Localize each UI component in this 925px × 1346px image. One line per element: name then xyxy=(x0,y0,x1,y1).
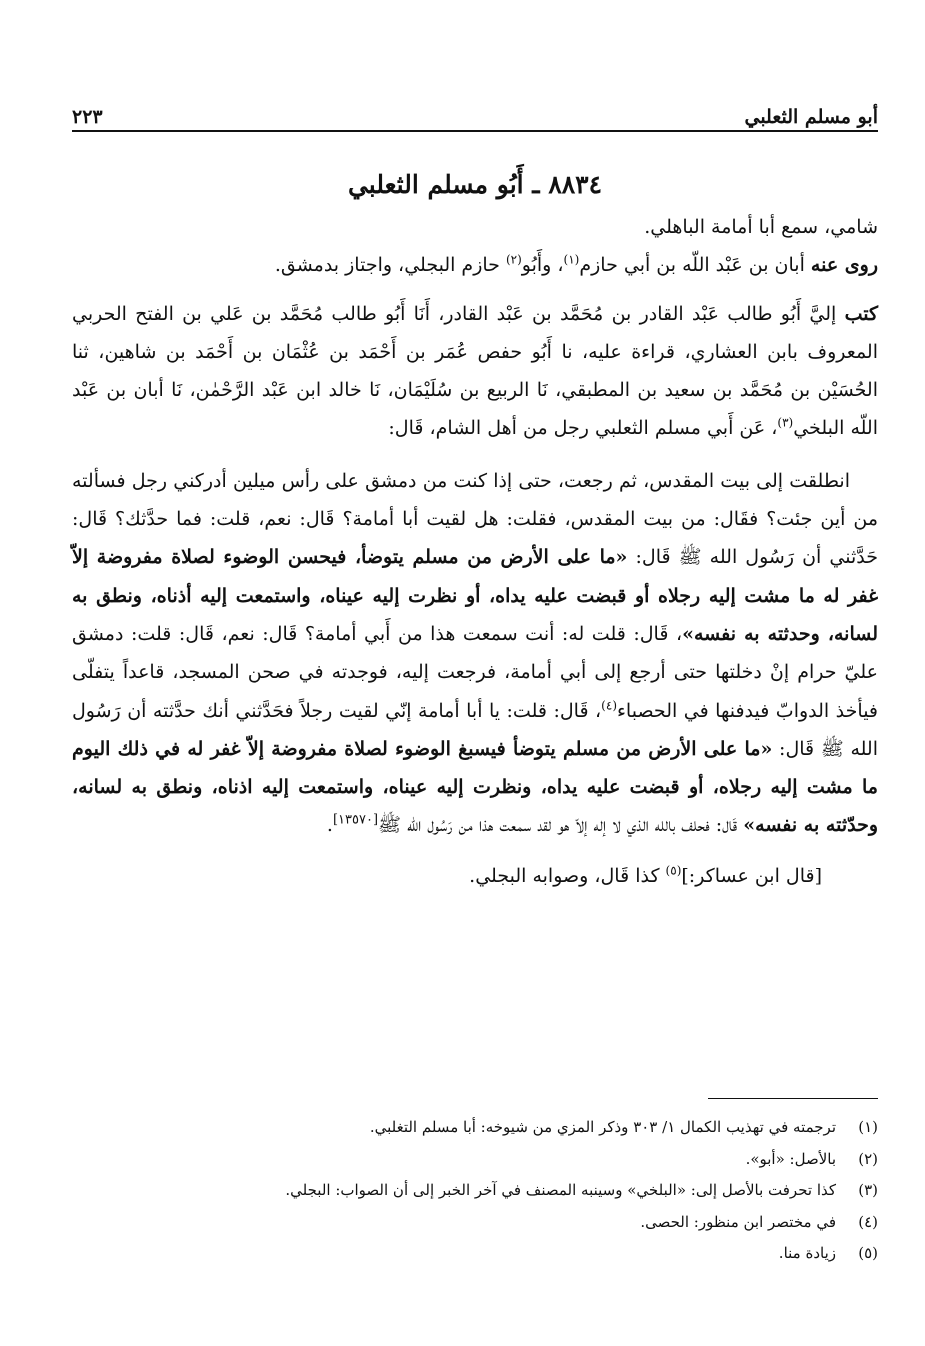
paragraph-3 xyxy=(72,295,878,448)
running-title: أبو مسلم الثعلبي xyxy=(744,106,878,128)
text-span: ، قَال: قلت له: أنت سمعت هذا من أَبي أمامة؟ قَال: نعم، قَال: قلت: دمشق عليّ حرام إنْ دخلتها حتى أرجع إلى أبي أمامة، فرجعت إليه، فوجدته في صحن المسجد، قاعداً يتفلّى فيأخذ الدوابّ فيدفنها في الحصباء xyxy=(72,622,879,722)
page-number: ٢٢٣ xyxy=(72,106,103,128)
footnote-marker: (١) xyxy=(563,252,580,267)
footnote-4 xyxy=(72,1207,878,1239)
footnote-5 xyxy=(72,1238,878,1270)
text-span: كذا قَال، وصوابه البجلي. xyxy=(469,864,666,887)
text-span: ، عَن أَبي مسلم الثعلبي رجل من أهل الشام، قَال: xyxy=(388,417,778,440)
text-span: انطلقت إلى بيت المقدس، ثم رجعت، حتى إذا كنت من دمشق على رأس ميلين أدركني رجل فسألته من أين جئت؟ فقَال: من بيت المقدس، فقلت: هل لقيت أبا أمامة؟ قَال: نعم، قلت: فما حدَّثك؟ قَال: حَدَّثني أن رَسُول الله ﷺ قَال: xyxy=(72,469,878,569)
text-span: قَال: فحلف بالله الذي لا إله إلاّ هو لقد سمعت هذا من رَسُول الله ﷺ xyxy=(378,814,744,837)
footnotes xyxy=(72,1112,878,1270)
lead-word: روى عنه xyxy=(810,254,878,277)
text-span: أبان بن عَبْد اللّه بن أبي حازم xyxy=(579,254,811,277)
footnote-2 xyxy=(72,1144,878,1176)
paragraph-4 xyxy=(72,462,878,845)
body-text xyxy=(72,208,878,895)
footnote-number: (٥) xyxy=(858,1244,878,1262)
paragraph-2 xyxy=(72,246,878,284)
text-span: إليَّ أَبُو طالب عَبْد القادر بن مُحَمَّد بن عَبْد القادر، أَنَا أَبُو طالب مُحَمَّد بن عَلي بن الفتح الحربي المعروف بابن العشاري، قراءة عليه، نا أَبُو حفص عُمَر بن أَحْمَد بن عُثْمَان بن أَحْمَد بن شاهين، ثنا الحُسَيْن بن مُحَمَّد بن سعيد بن المطبقي، نَا الربيع بن سُلَيْمَان، نَا خالد ابن عَبْد الرَّحْمٰن، نَا أبان بن عَبْد اللّه البلخي xyxy=(72,302,878,440)
text-span: [قال ابن عساكر:] xyxy=(681,864,822,887)
footnote-number: (٢) xyxy=(858,1149,878,1168)
footnote-3 xyxy=(72,1175,878,1207)
lead-word: كتب xyxy=(844,302,878,325)
footnote-number: (٣) xyxy=(858,1181,878,1199)
entry-title: ٨٨٣٤ ـ أَبُو مسلم الثعلبي xyxy=(347,170,603,199)
paragraph-1: شامي، سمع أبا أمامة الباهلي. xyxy=(644,216,878,238)
footnote-number: (٤) xyxy=(858,1212,878,1231)
footnote-text: كذا تحرفت بالأصل إلى: «البلخي» وسينبه المصنف في آخر الخبر إلى أن الصواب: البجلي. xyxy=(285,1181,836,1199)
footnote-marker: (٥) xyxy=(665,863,682,878)
footnote-marker: (٢) xyxy=(505,252,522,267)
page-header xyxy=(72,88,878,128)
footnote-1 xyxy=(72,1112,878,1144)
header-rule xyxy=(72,130,878,132)
hadith-quote: «ما على الأرض من مسلم يتوضأ فيسبغ الوضوء لصلاة مفروضة إلاّ غفر له في ذلك اليوم ما مشت إليه رجلاه، أو قبضت عليه يداه، ونظرت إليه عيناه، واستمعت إليه اذناه، ونطق به لسانه، وحدّثته به نفسه» xyxy=(72,737,878,837)
text-span: حازم البجلي، واجتاز بدمشق. xyxy=(274,254,506,277)
footnote-number: (١) xyxy=(858,1118,878,1136)
book-page xyxy=(72,80,878,1310)
footnote-text: زيادة منا. xyxy=(778,1244,836,1262)
footnote-text: بالأصل: «أبو». xyxy=(745,1149,836,1168)
paragraph-5 xyxy=(72,857,878,895)
text-span: ، قَال: قلت: يا أبا أمامة إنّي لقيت رجلاً فحَدَّثني أنك حدَّثته أن رَسُول الله ﷺ قَال: xyxy=(72,699,878,760)
footnote-text: ترجمته في تهذيب الكمال ١/ ٣٠٣ وذكر المزي من شيوخه: أبا مسلم التغلبي. xyxy=(369,1118,836,1136)
text-span: ، وأَبُو xyxy=(521,254,564,277)
footnote-marker: (٤) xyxy=(601,698,617,713)
hadith-quote: «ما على الأرض من مسلم يتوضأ، فيحسن الوضوء لصلاة مفروضة إلاّ غفر له ما مشت إليه رجلاه أو قبضت عليه يداه، أو نظرت إليه عيناه، واستمعت إليه أذناه، ونطق به لسانه، وحدثته به نفسه» xyxy=(72,546,878,645)
text-span: . xyxy=(326,814,333,837)
footnote-text: في مختصر ابن منظور: الحصى. xyxy=(640,1212,836,1231)
reference-number: [١٣٥٧٠] xyxy=(332,813,379,829)
footnote-marker: (٣) xyxy=(777,416,794,431)
footnote-rule xyxy=(708,1098,878,1099)
